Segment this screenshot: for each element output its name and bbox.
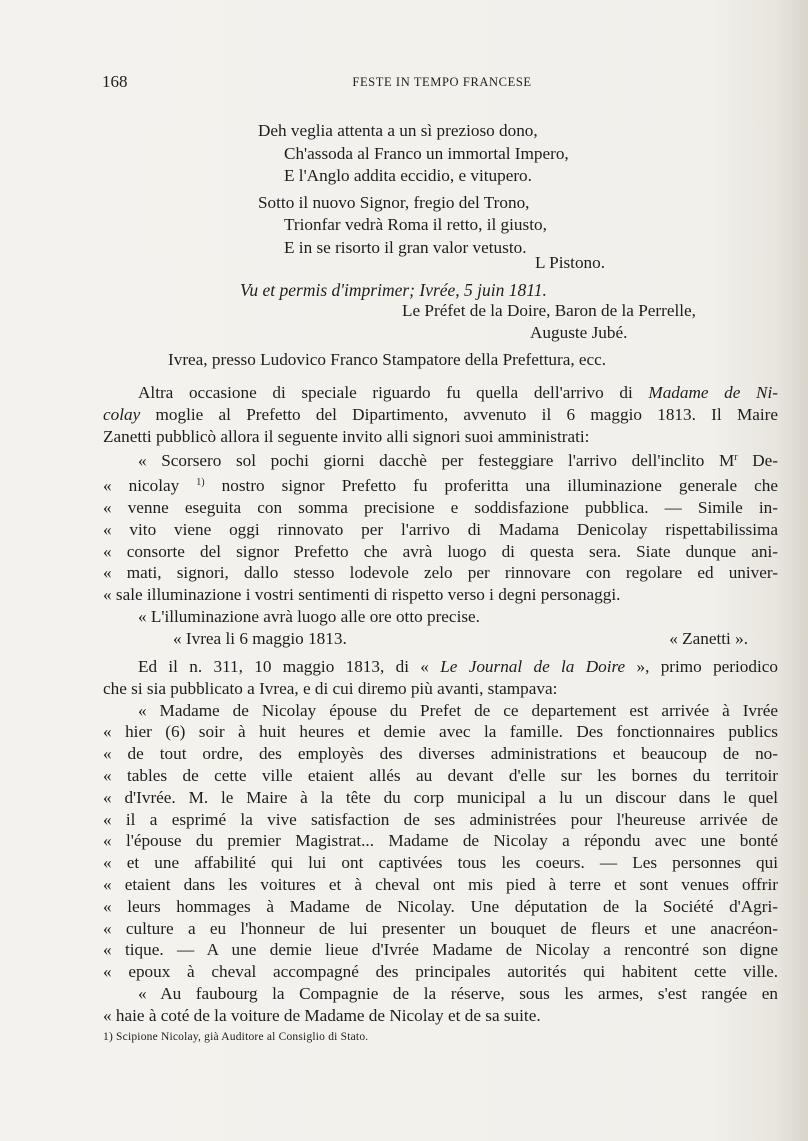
text-line: « tables de cette ville etaient allés au devant d'elle sur les bornes du territoir xyxy=(103,765,778,785)
poem-signature: L Pistono. xyxy=(535,253,606,272)
text-line: che si sia pubblicato a Ivrea, e di cui diremo più avanti, stampava: xyxy=(103,678,558,698)
text-line: Zanetti pubblicò allora il seguente invito alli signori suoi amministrati: xyxy=(103,426,590,446)
printer-line: Ivrea, presso Ludovico Franco Stampatore della Prefettura, ecc. xyxy=(168,350,607,369)
text-line: « venne eseguita con somma precisione e soddisfazione pubblica. — Simile in- xyxy=(103,497,778,517)
paragraph-madame-arrival xyxy=(103,382,778,650)
text-line: colay moglie al Prefetto del Dipartimento, avvenuto il 6 maggio 1813. Il Maire xyxy=(103,404,778,424)
text-line: « hier (6) soir à huit heures et demie avec la famille. Des fonctionnaires publics xyxy=(103,722,778,742)
poem-line: E l'Anglo addita eccidio, e vitupero. xyxy=(284,166,532,185)
text-line: « mati, signori, dallo stesso lodevole zelo per rinnovare con regolare ed univer- xyxy=(103,563,778,583)
text-line: « Au faubourg la Compagnie de la réserve, sous les armes, s'est rangée en xyxy=(138,983,778,1003)
page-header xyxy=(102,72,782,98)
poem-line: E in se risorto il gran valor vetusto. xyxy=(284,237,527,257)
text-line: « l'épouse du premier Magistrat... Madame de Nicolay a répondu avec une bonté xyxy=(103,831,778,851)
prefect-name: Auguste Jubé. xyxy=(530,323,628,342)
page-number: 168 xyxy=(102,72,128,91)
text-line: « Scorsero sol pochi giorni dacchè per festeggiare l'arrivo dell'inclito $M^r$ De- xyxy=(138,451,778,471)
text-line: « et une affabilité qui lui ont captivées tous les coeurs. — Les personnes qui xyxy=(103,853,778,873)
text-line: « tique. — A une demie lieue d'Ivrée Madame de Nicolay a rencontré son digne xyxy=(103,940,778,960)
text-line: « consorte del signor Prefetto che avrà luogo di questa sera. Siate dunque ani- xyxy=(103,541,778,561)
text-line: « haie à coté de la voiture de Madame de Nicolay et de sa suite. xyxy=(103,1005,541,1025)
text-line: « il a esprimé la vive satisfaction de ses administrées pour l'heureuse arrivée de xyxy=(103,809,778,829)
date-line: « Ivrea li 6 maggio 1813. xyxy=(173,628,347,648)
text-line: « Madame de Nicolay épouse du Prefet de ce departement est arrivée à Ivrée xyxy=(138,700,778,720)
text-line: « L'illuminazione avrà luogo alle ore otto precise. xyxy=(138,606,480,626)
text-line: « nicolay $^{1)}$ nostro signor Prefetto fu proferitta una illuminazione generale che xyxy=(103,476,778,496)
poem-line: Trionfar vedrà Roma il retto, il giusto, xyxy=(284,215,547,234)
text-line: Ed il n. 311, 10 maggio 1813, di « Le Journal de la Doire », primo periodico xyxy=(138,657,778,676)
text-line: « leurs hommages à Madame de Nicolay. Une députation de la Société d'Agri- xyxy=(103,896,778,916)
signoff-row xyxy=(103,628,778,650)
text-line: « de tout ordre, des employès des diverses administrations et beaucoup de no- xyxy=(103,744,778,764)
text-line: « sale illuminazione i vostri sentimenti di rispetto verso i degni personaggi. xyxy=(103,585,621,605)
text-line: « epoux à cheval accompagné des principales autorités qui habitent cette ville. xyxy=(103,962,778,982)
footnote: 1) Scipione Nicolay, già Auditore al Consiglio di Stato. xyxy=(103,1031,369,1043)
paragraph-journal xyxy=(103,656,778,1027)
prefect-line: Le Préfet de la Doire, Baron de la Perrelle, xyxy=(402,301,696,320)
imprimatur: Vu et permis d'imprimer; Ivrée, 5 juin 1811. xyxy=(240,280,547,300)
signature-zanetti: « Zanetti ». xyxy=(669,628,748,648)
text-line: « etaient dans les voitures et à cheval ont mis pied à terre et sont venues offrir xyxy=(103,874,778,894)
text-line: « culture a eu l'honneur de lui presenter un bouquet de fleurs et une anacréon- xyxy=(103,918,778,938)
poem-line: Sotto il nuovo Signor, fregio del Trono, xyxy=(258,192,530,212)
text-line: « vito viene oggi rinnovato per l'arrivo di Madama Denicolay rispettabilissima xyxy=(103,519,778,539)
poem-line: Deh veglia attenta a un sì prezioso dono, xyxy=(258,121,538,140)
running-title: FESTE IN TEMPO FRANCESE xyxy=(352,75,532,89)
text-line: « d'Ivrée. M. le Maire à la tête du corp municipal a lu un discour dans le quel xyxy=(103,787,778,807)
poem-line: Ch'assoda al Franco un immortal Impero, xyxy=(284,143,569,163)
text-line: Altra occasione di speciale riguardo fu quella dell'arrivo di Madame de Ni- xyxy=(138,383,778,402)
poem xyxy=(258,120,678,259)
